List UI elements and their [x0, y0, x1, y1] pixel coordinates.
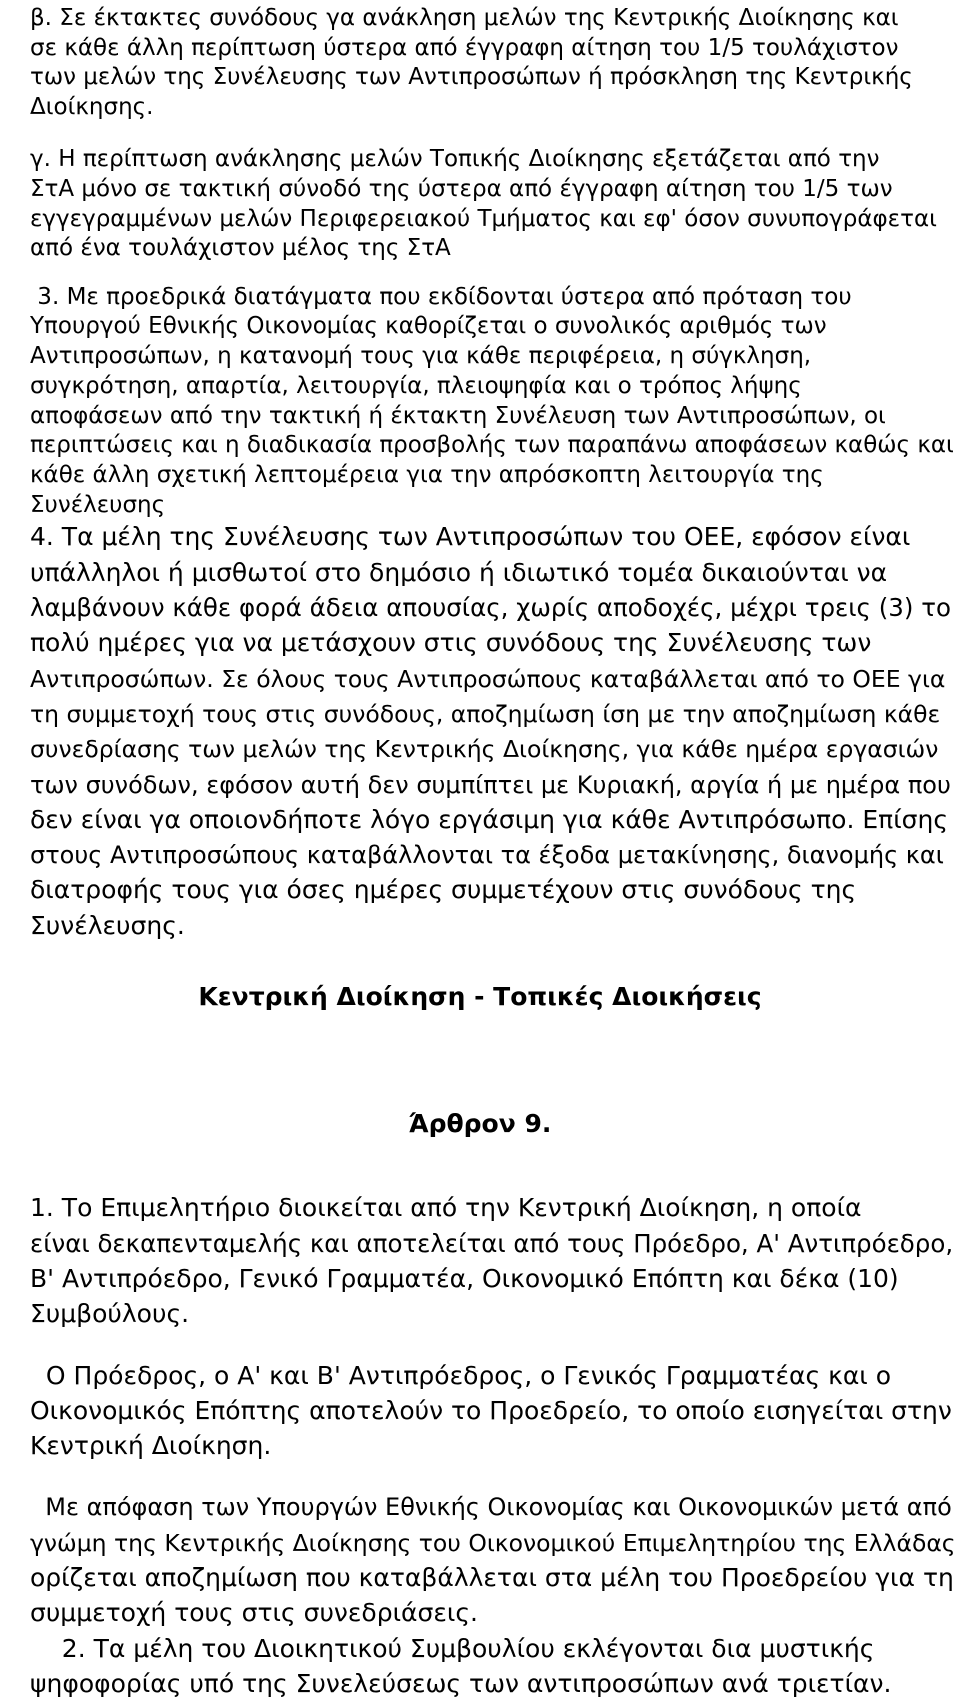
para-3-line: περιπτώσεις και η διαδικασία προσβολής των παραπάνω αποφάσεων καθώς και — [30, 432, 954, 459]
para-4-line: τη συμμετοχή τους στις συνόδους, αποζημίωση ίση με την αποζημίωση κάθε — [30, 699, 941, 728]
article-para-line: Με απόφαση των Υπουργών Εθνικής Οικονομίας και Οικονομικών μετά από — [30, 1493, 952, 1522]
para-b-line: Διοίκησης. — [30, 94, 154, 121]
article-para-line: γνώμη της Κεντρικής Διοίκησης του Οικονομικού Επιμελητηρίου της Ελλάδας — [30, 1528, 956, 1557]
article-para-line: Οικονομικός Επόπτης αποτελούν το Προεδρείο, το οποίο εισηγείται στην — [30, 1395, 952, 1425]
para-3-line: Συνέλευσης — [30, 491, 166, 518]
para-4-line: δεν είναι γα οποιονδήποτε λόγο εργάσιμη για κάθε Αντιπρόσωπο. Επίσης — [30, 804, 949, 834]
para-4-line: πολύ ημέρες για να μετάσχουν στις συνόδους της Συνέλευσης των — [30, 628, 872, 658]
para-b-line: των μελών της Συνέλευσης των Αντιπροσώπων ή πρόσκληση της Κεντρικής — [30, 64, 913, 91]
para-3-line: Αντιπροσώπων, η κατανομή τους για κάθε περιφέρεια, η σύγκληση, — [30, 343, 812, 370]
para-g-line: εγγεγραμμένων μελών Περιφερειακού Τμήματος και εφ' όσον συνυπογράφεται — [30, 205, 937, 232]
para-4-line: Αντιπροσώπων. Σε όλους τους Αντιπροσώπους καταβάλλεται από το ΟΕΕ για — [30, 664, 946, 693]
para-3-line: συγκρότηση, απαρτία, λειτουργία, πλειοψηφία και ο τρόπος λήψης — [30, 372, 802, 399]
para-3-line: Υπουργού Εθνικής Οικονομίας καθορίζεται ο συνολικός αριθμός των — [30, 313, 827, 340]
para-4-line: 4. Τα μέλη της Συνέλευσης των Αντιπροσώπων του ΟΕΕ, εφόσον είναι — [30, 522, 911, 552]
article-para-line: Ο Πρόεδρος, ο Α' και Β' Αντιπρόεδρος, ο Γενικός Γραμματέας και ο — [30, 1360, 892, 1390]
para-b-line: β. Σε έκτακτες συνόδους γα ανάκληση μελών της Κεντρικής Διοίκησης και — [30, 4, 899, 31]
para-4-line: διατροφής τους για όσες ημέρες συμμετέχουν στις συνόδους της — [30, 875, 857, 905]
section-heading: Κεντρική Διοίκηση - Τοπικές Διοικήσεις — [198, 982, 762, 1012]
article-para-line: 2. Τα μέλη του Διοικητικού Συμβουλίου εκλέγονται δια μυστικής — [30, 1633, 875, 1663]
para-g-line: γ. Η περίπτωση ανάκλησης μελών Τοπικής Διοίκησης εξετάζεται από την — [30, 146, 880, 173]
para-b-line: σε κάθε άλλη περίπτωση ύστερα από έγγραφη αίτηση του 1/5 τουλάχιστον — [30, 34, 899, 61]
para-g-line: ΣτΑ μόνο σε τακτική σύνοδό της ύστερα από έγγραφη αίτηση του 1/5 των — [30, 175, 893, 202]
para-4-line: συνεδρίασης των μελών της Κεντρικής Διοίκησης, για κάθε ημέρα εργασιών — [30, 735, 939, 764]
article-para-line: είναι δεκαπενταμελής και αποτελείται από τους Πρόεδρο, Α' Αντιπρόεδρο, — [30, 1228, 954, 1258]
para-g-line: από ένα τουλάχιστον μέλος της ΣτΑ — [30, 235, 451, 262]
article-para-line: 1. Το Επιμελητήριο διοικείται από την Κεντρική Διοίκηση, η οποία — [30, 1193, 862, 1223]
para-4-line: υπάλληλοι ή μισθωτοί στο δημόσιο ή ιδιωτικό τομέα δικαιούνται να — [30, 557, 888, 587]
article-para-line: ορίζεται αποζημίωση που καταβάλλεται στα μέλη του Προεδρείου για τη — [30, 1563, 954, 1593]
para-3-line: αποφάσεων από την τακτική ή έκτακτη Συνέλευση των Αντιπροσώπων, οι — [30, 402, 886, 429]
article-para-line: ψηφοφορίας υπό της Συνελεύσεως των αντιπροσώπων ανά τριετίαν. — [30, 1669, 892, 1698]
para-3-line: 3. Με προεδρικά διατάγματα που εκδίδονται ύστερα από πρόταση του — [30, 283, 852, 310]
para-4-line: λαμβάνουν κάθε φορά άδεια απουσίας, χωρίς αποδοχές, μέχρι τρεις (3) το — [30, 593, 951, 623]
para-4-line: στους Αντιπροσώπους καταβάλλονται τα έξοδα μετακίνησης, διανομής και — [30, 841, 944, 870]
article-para-line: Β' Αντιπρόεδρο, Γενικό Γραμματέα, Οικονομικό Επόπτη και δέκα (10) — [30, 1263, 899, 1293]
para-3-line: κάθε άλλη σχετική λεπτομέρεια για την απρόσκοπτη λειτουργία της — [30, 462, 824, 488]
article-para-line: συμμετοχή τους στις συνεδριάσεις. — [30, 1598, 478, 1628]
article-para-line: Συμβούλους. — [30, 1299, 190, 1329]
para-4-line: των συνόδων, εφόσον αυτή δεν συμπίπτει με Κυριακή, αργία ή με ημέρα που — [30, 770, 951, 799]
article-title: Άρθρον 9. — [408, 1108, 552, 1138]
article-para-line: Κεντρική Διοίκηση. — [30, 1431, 272, 1461]
para-4-line: Συνέλευσης. — [30, 910, 185, 940]
